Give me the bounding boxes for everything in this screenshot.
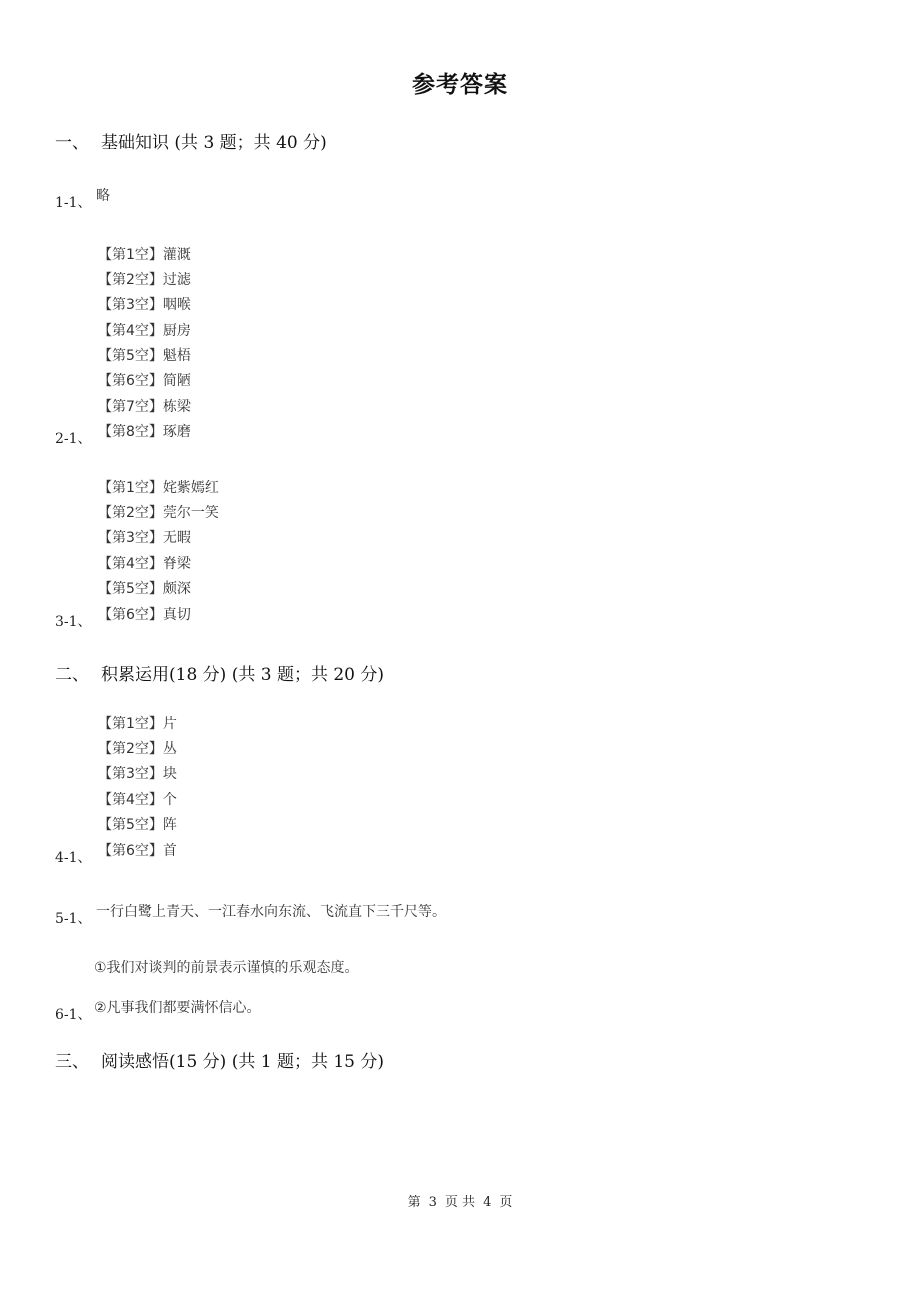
blank-answer: 【第8空】琢磨 [98,424,191,440]
question-label-4-1: 4-1、 [55,850,92,866]
footer-suffix: 页 [499,1195,513,1210]
footer-mid: 页 共 [444,1195,476,1210]
answer-text: 略 [96,188,110,204]
blank-answer: 【第4空】脊梁 [98,556,191,572]
section-heading-1 [55,128,327,153]
question-label-6-1: 6-1、 [55,1007,92,1023]
blank-answer: 【第5空】阵 [98,817,177,833]
blank-answer: 【第3空】无暇 [98,530,191,546]
question-label-1-1: 1-1、 [55,195,92,211]
page-footer [0,1191,920,1210]
footer-prefix: 第 [407,1195,421,1210]
blank-answer: 【第5空】魁梧 [98,348,191,364]
blank-answer: 【第6空】首 [98,843,177,859]
question-label-3-1: 3-1、 [55,614,92,630]
section-title: 积累运用(18 分) (共 3 题；共 20 分) [101,665,385,685]
blank-answer: 【第1空】灌溉 [98,247,191,263]
answer-text: 一行白鹭上青天、一江春水向东流、飞流直下三千尺等。 [96,904,446,920]
section-heading-3 [55,1047,384,1072]
section-heading-2 [55,660,384,685]
page-title: 参考答案 [412,71,508,98]
section-title: 基础知识 (共 3 题；共 40 分) [101,133,327,153]
total-pages: 4 [483,1195,492,1210]
blank-answer: 【第4空】个 [98,792,177,808]
answer-line: ②凡事我们都要满怀信心。 [94,1000,261,1016]
blank-answer: 【第7空】栋梁 [98,399,191,415]
blank-answer: 【第6空】真切 [98,607,191,623]
blank-answer: 【第1空】姹紫嫣红 [98,480,219,496]
question-label-2-1: 2-1、 [55,431,92,447]
section-number: 三、 [55,1052,89,1072]
blank-answer: 【第4空】厨房 [98,323,191,339]
section-number: 一、 [55,133,89,153]
blank-answer: 【第6空】简陋 [98,373,191,389]
blank-answer: 【第2空】莞尔一笑 [98,505,219,521]
blank-answer: 【第2空】丛 [98,741,177,757]
blank-answer: 【第5空】颇深 [98,581,191,597]
blank-answer: 【第1空】片 [98,716,177,732]
current-page: 3 [428,1195,437,1210]
section-number: 二、 [55,665,89,685]
section-title: 阅读感悟(15 分) (共 1 题；共 15 分) [101,1052,385,1072]
blank-answer: 【第3空】咽喉 [98,297,191,313]
answer-line: ①我们对谈判的前景表示谨慎的乐观态度。 [94,960,359,976]
blank-answer: 【第2空】过滤 [98,272,191,288]
blank-answer: 【第3空】块 [98,766,177,782]
question-label-5-1: 5-1、 [55,911,92,927]
